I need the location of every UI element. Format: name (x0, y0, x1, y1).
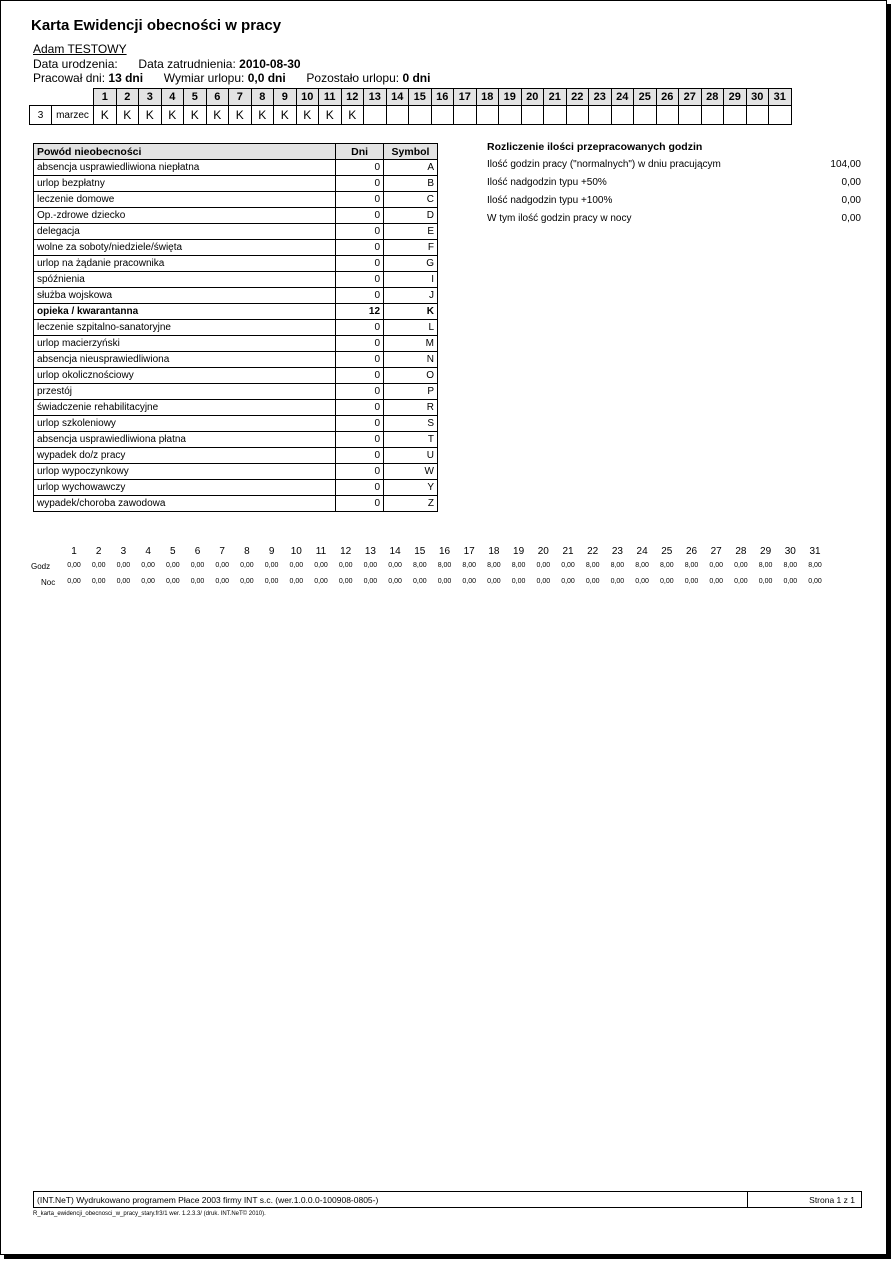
day-header: 12 (341, 89, 364, 106)
godz-value: 8,00 (758, 562, 773, 569)
table-row (34, 320, 438, 336)
noc-value: 0,00 (437, 578, 452, 585)
day-mark (364, 106, 387, 125)
day-mark: K (206, 106, 229, 125)
day-header: 1 (94, 89, 117, 106)
day-mark (701, 106, 724, 125)
table-row (34, 432, 438, 448)
day-header: 16 (431, 89, 454, 106)
hours-day-number: 13 (364, 546, 376, 557)
godz-value: 0,00 (91, 562, 106, 569)
godz-value: 0,00 (536, 562, 551, 569)
summary-row (487, 177, 861, 195)
day-header: 14 (386, 89, 409, 106)
symbol-cell: N (384, 352, 438, 368)
day-mark: K (161, 106, 184, 125)
table-row (34, 464, 438, 480)
godz-value: 0,00 (240, 562, 254, 569)
table-row (34, 288, 438, 304)
godz-value: 8,00 (511, 562, 526, 569)
day-mark (431, 106, 454, 125)
noc-value: 0,00 (758, 578, 773, 585)
days-cell: 0 (336, 432, 384, 448)
noc-value: 0,00 (388, 578, 402, 585)
noc-value: 0,00 (808, 578, 822, 585)
symbol-cell: L (384, 320, 438, 336)
godz-value: 8,00 (462, 562, 476, 569)
days-cell: 0 (336, 352, 384, 368)
noc-value: 0,00 (783, 578, 798, 585)
symbol-cell: D (384, 208, 438, 224)
hours-day-number: 31 (809, 546, 821, 557)
godz-value: 8,00 (412, 562, 427, 569)
table-row (34, 448, 438, 464)
hours-day-number: 10 (290, 546, 302, 557)
days-cell: 0 (336, 400, 384, 416)
reason-cell: leczenie szpitalno-sanatoryjne (34, 320, 336, 336)
day-mark (656, 106, 679, 125)
hours-day-number: 6 (194, 546, 201, 557)
days-cell: 0 (336, 384, 384, 400)
summary-label: Ilość godzin pracy ("normalnych") w dniu pracującym (487, 159, 721, 170)
summary-title: Rozliczenie ilości przepracowanych godzin (487, 141, 703, 153)
reason-cell: opieka / kwarantanna (34, 304, 336, 320)
day-mark (679, 106, 702, 125)
days-header: Dni (336, 144, 384, 160)
noc-value: 0,00 (462, 578, 476, 585)
noc-value: 0,00 (659, 578, 674, 585)
reason-header: Powód nieobecności (34, 144, 336, 160)
day-header: 11 (319, 89, 342, 106)
summary-row (487, 159, 861, 177)
day-header: 28 (701, 89, 724, 106)
day-header: 31 (769, 89, 792, 106)
noc-value: 0,00 (709, 578, 723, 585)
reason-cell: delegacja (34, 224, 336, 240)
table-row (34, 352, 438, 368)
reason-cell: urlop szkoleniowy (34, 416, 336, 432)
reason-cell: urlop bezpłatny (34, 176, 336, 192)
godz-value: 8,00 (487, 562, 501, 569)
reason-cell: Op.-zdrowe dziecko (34, 208, 336, 224)
day-mark: K (94, 106, 117, 125)
table-row (34, 336, 438, 352)
day-mark (386, 106, 409, 125)
noc-value: 0,00 (412, 578, 427, 585)
hours-day-number: 28 (735, 546, 747, 557)
table-row (34, 384, 438, 400)
days-cell: 0 (336, 336, 384, 352)
summary-label: Ilość nadgodzin typu +50% (487, 177, 607, 188)
summary-value: 0,00 (841, 213, 861, 224)
godz-value: 8,00 (684, 562, 699, 569)
noc-value: 0,00 (314, 578, 328, 585)
day-header: 2 (116, 89, 139, 106)
reason-cell: świadczenie rehabilitacyjne (34, 400, 336, 416)
day-header: 26 (656, 89, 679, 106)
day-mark: K (319, 106, 342, 125)
absence-reasons-table (33, 143, 438, 512)
symbol-cell: M (384, 336, 438, 352)
hours-day-number: 2 (95, 546, 102, 557)
employee-dates (33, 57, 301, 71)
godz-value: 0,00 (116, 562, 131, 569)
day-mark (521, 106, 544, 125)
summary-value: 0,00 (841, 195, 861, 206)
table-row (34, 304, 438, 320)
symbol-cell: T (384, 432, 438, 448)
remaining-leave-label: Pozostało urlopu: (306, 71, 400, 85)
day-mark (611, 106, 634, 125)
hours-day-number: 29 (760, 546, 772, 557)
hours-day-number: 16 (438, 546, 451, 557)
symbol-cell: Y (384, 480, 438, 496)
hours-day-number: 23 (611, 546, 623, 557)
days-cell: 0 (336, 464, 384, 480)
day-mark: K (229, 106, 252, 125)
hours-day-number: 3 (120, 546, 127, 557)
reason-cell: urlop wypoczynkowy (34, 464, 336, 480)
symbol-cell: U (384, 448, 438, 464)
day-header: 21 (544, 89, 567, 106)
summary-row (487, 213, 861, 231)
godz-value: 0,00 (561, 562, 575, 569)
noc-label: Noc (41, 578, 56, 587)
godz-value: 0,00 (264, 562, 279, 569)
days-cell: 0 (336, 240, 384, 256)
day-mark: K (341, 106, 364, 125)
footer-report-id: R_karta_ewidencji_obecnosci_w_pracy_stary.fr3/1 wer. 1.2.3.3/ (druk. INT.NeT© 2010). (33, 1211, 266, 1217)
godz-value: 0,00 (215, 562, 229, 569)
hours-day-number: 21 (562, 546, 574, 557)
godz-value: 0,00 (363, 562, 378, 569)
summary-value: 104,00 (830, 159, 861, 170)
noc-value: 0,00 (561, 578, 575, 585)
noc-value: 0,00 (264, 578, 279, 585)
remaining-leave-value: 0 dni (402, 71, 431, 85)
days-cell: 0 (336, 256, 384, 272)
day-header: 3 (139, 89, 162, 106)
table-row (34, 272, 438, 288)
noc-value: 0,00 (91, 578, 106, 585)
symbol-header: Symbol (384, 144, 438, 160)
month-name: marzec (52, 106, 94, 125)
day-mark (476, 106, 499, 125)
hours-day-number: 9 (268, 546, 275, 557)
table-row (34, 224, 438, 240)
hours-day-number: 30 (784, 546, 796, 557)
hours-day-number: 24 (636, 546, 648, 557)
table-row (34, 256, 438, 272)
noc-value: 0,00 (363, 578, 378, 585)
days-cell: 0 (336, 416, 384, 432)
footer-bar (33, 1191, 862, 1208)
day-header: 18 (476, 89, 499, 106)
noc-value: 0,00 (116, 578, 131, 585)
summary-value: 0,00 (841, 177, 861, 188)
summary-label: W tym ilość godzin pracy w nocy (487, 213, 632, 224)
godz-value: 0,00 (388, 562, 402, 569)
table-row (34, 416, 438, 432)
day-header: 6 (206, 89, 229, 106)
day-mark: K (274, 106, 297, 125)
noc-value: 0,00 (684, 578, 699, 585)
noc-value: 0,00 (289, 578, 304, 585)
symbol-cell: I (384, 272, 438, 288)
days-cell: 12 (336, 304, 384, 320)
hours-day-number: 25 (661, 546, 673, 557)
symbol-cell: C (384, 192, 438, 208)
table-row (34, 176, 438, 192)
hours-day-number: 19 (513, 546, 525, 557)
godz-value: 0,00 (289, 562, 304, 569)
noc-value: 0,00 (141, 578, 155, 585)
day-mark: K (139, 106, 162, 125)
hours-day-number: 26 (685, 546, 698, 557)
day-header: 5 (184, 89, 207, 106)
days-cell: 0 (336, 224, 384, 240)
reason-cell: leczenie domowe (34, 192, 336, 208)
godz-value: 8,00 (437, 562, 452, 569)
day-header: 15 (409, 89, 432, 106)
day-header: 30 (746, 89, 769, 106)
reason-cell: wolne za soboty/niedziele/święta (34, 240, 336, 256)
table-row (34, 400, 438, 416)
month-number: 3 (30, 106, 52, 125)
symbol-cell: J (384, 288, 438, 304)
hours-day-number: 18 (488, 546, 500, 557)
symbol-cell: W (384, 464, 438, 480)
employment-date-value: 2010-08-30 (239, 57, 301, 71)
days-cell: 0 (336, 480, 384, 496)
noc-value: 0,00 (487, 578, 501, 585)
day-header: 24 (611, 89, 634, 106)
godz-value: 0,00 (709, 562, 723, 569)
symbol-cell: S (384, 416, 438, 432)
godz-label: Godz (31, 562, 51, 571)
noc-value: 0,00 (536, 578, 551, 585)
day-mark (746, 106, 769, 125)
day-header: 10 (296, 89, 319, 106)
day-mark (634, 106, 657, 125)
symbol-cell: G (384, 256, 438, 272)
hours-day-number: 8 (244, 546, 250, 557)
day-header: 13 (364, 89, 387, 106)
attendance-calendar (29, 88, 792, 125)
noc-value: 0,00 (165, 578, 180, 585)
symbol-cell: F (384, 240, 438, 256)
day-header: 19 (499, 89, 522, 106)
day-header: 22 (566, 89, 589, 106)
symbol-cell: A (384, 160, 438, 176)
reason-cell: spóźnienia (34, 272, 336, 288)
day-header: 29 (724, 89, 747, 106)
godz-value: 8,00 (808, 562, 822, 569)
day-header: 17 (454, 89, 477, 106)
noc-value: 0,00 (338, 578, 353, 585)
hours-day-number: 20 (537, 546, 549, 557)
godz-value: 8,00 (610, 562, 625, 569)
day-mark (409, 106, 432, 125)
hours-day-number: 15 (414, 546, 426, 557)
days-cell: 0 (336, 368, 384, 384)
table-row (34, 496, 438, 512)
summary-row (487, 195, 861, 213)
hours-day-number: 14 (389, 546, 401, 557)
days-cell: 0 (336, 272, 384, 288)
hours-day-number: 4 (145, 546, 151, 557)
leave-value: 0,0 dni (247, 71, 286, 85)
hours-day-number: 22 (587, 546, 599, 557)
hours-day-number: 17 (463, 546, 475, 557)
hours-day-number: 11 (315, 546, 327, 557)
hours-day-number: 27 (710, 546, 722, 557)
table-row (34, 160, 438, 176)
footer-page-number: Strona 1 z 1 (747, 1192, 861, 1207)
symbol-cell: R (384, 400, 438, 416)
employee-stats (33, 71, 430, 85)
table-row (34, 368, 438, 384)
day-mark (566, 106, 589, 125)
worked-days-value: 13 dni (108, 71, 144, 85)
symbol-cell: B (384, 176, 438, 192)
worked-days-label: Pracował dni: (33, 71, 106, 85)
day-mark (499, 106, 522, 125)
days-cell: 0 (336, 496, 384, 512)
summary-label: Ilość nadgodzin typu +100% (487, 195, 613, 206)
reason-cell: absencja nieusprawiedliwiona (34, 352, 336, 368)
noc-value: 0,00 (511, 578, 526, 585)
reason-cell: służba wojskowa (34, 288, 336, 304)
godz-value: 0,00 (314, 562, 328, 569)
godz-value: 8,00 (585, 562, 600, 569)
reason-cell: absencja usprawiedliwiona płatna (34, 432, 336, 448)
noc-value: 0,00 (190, 578, 205, 585)
day-mark: K (184, 106, 207, 125)
days-cell: 0 (336, 192, 384, 208)
noc-value: 0,00 (67, 578, 81, 585)
godz-value: 0,00 (190, 562, 205, 569)
hours-day-number: 12 (340, 546, 352, 557)
godz-value: 8,00 (783, 562, 798, 569)
table-row (34, 192, 438, 208)
reason-cell: wypadek/choroba zawodowa (34, 496, 336, 512)
godz-value: 8,00 (635, 562, 649, 569)
godz-value: 0,00 (165, 562, 180, 569)
page-title: Karta Ewidencji obecności w pracy (31, 17, 282, 34)
day-mark: K (251, 106, 274, 125)
noc-value: 0,00 (635, 578, 649, 585)
godz-value: 8,00 (659, 562, 674, 569)
godz-value: 0,00 (338, 562, 353, 569)
day-mark (454, 106, 477, 125)
employment-date-label: Data zatrudnienia: (138, 57, 236, 71)
symbol-cell: P (384, 384, 438, 400)
footer-print-info: (INT.NeT) Wydrukowano programem Płace 2003 firmy INT s.c. (wer.1.0.0.0-100908-0805-) (37, 1195, 379, 1205)
days-cell: 0 (336, 208, 384, 224)
symbol-cell: O (384, 368, 438, 384)
day-header: 9 (274, 89, 297, 106)
day-mark (589, 106, 612, 125)
reason-cell: wypadek do/z pracy (34, 448, 336, 464)
noc-value: 0,00 (215, 578, 229, 585)
symbol-cell: Z (384, 496, 438, 512)
reason-cell: przestój (34, 384, 336, 400)
reason-cell: urlop macierzyński (34, 336, 336, 352)
table-row (34, 208, 438, 224)
day-mark: K (296, 106, 319, 125)
godz-value: 0,00 (67, 562, 81, 569)
noc-value: 0,00 (734, 578, 748, 585)
reason-cell: absencja usprawiedliwiona niepłatna (34, 160, 336, 176)
days-cell: 0 (336, 448, 384, 464)
days-cell: 0 (336, 288, 384, 304)
reason-cell: urlop okolicznościowy (34, 368, 336, 384)
hours-day-number: 5 (170, 546, 176, 557)
noc-value: 0,00 (585, 578, 600, 585)
day-mark (724, 106, 747, 125)
noc-value: 0,00 (610, 578, 625, 585)
employee-name: Adam TESTOWY (33, 42, 127, 56)
day-header: 8 (251, 89, 274, 106)
day-header: 25 (634, 89, 657, 106)
day-mark (769, 106, 792, 125)
day-mark (544, 106, 567, 125)
symbol-cell: K (384, 304, 438, 320)
day-header: 27 (679, 89, 702, 106)
reason-cell: urlop wychowawczy (34, 480, 336, 496)
days-cell: 0 (336, 160, 384, 176)
godz-value: 0,00 (734, 562, 748, 569)
reason-cell: urlop na żądanie pracownika (34, 256, 336, 272)
hours-day-number: 7 (219, 546, 225, 557)
day-header: 7 (229, 89, 252, 106)
leave-label: Wymiar urlopu: (163, 71, 245, 85)
table-row (34, 480, 438, 496)
day-header: 4 (161, 89, 184, 106)
birth-date-label: Data urodzenia: (33, 57, 118, 71)
days-cell: 0 (336, 320, 384, 336)
table-row (34, 240, 438, 256)
hours-summary (487, 141, 861, 231)
day-mark: K (116, 106, 139, 125)
hours-day-number: 1 (71, 546, 77, 557)
symbol-cell: E (384, 224, 438, 240)
days-cell: 0 (336, 176, 384, 192)
day-header: 20 (521, 89, 544, 106)
day-header: 23 (589, 89, 612, 106)
godz-value: 0,00 (141, 562, 155, 569)
noc-value: 0,00 (240, 578, 254, 585)
